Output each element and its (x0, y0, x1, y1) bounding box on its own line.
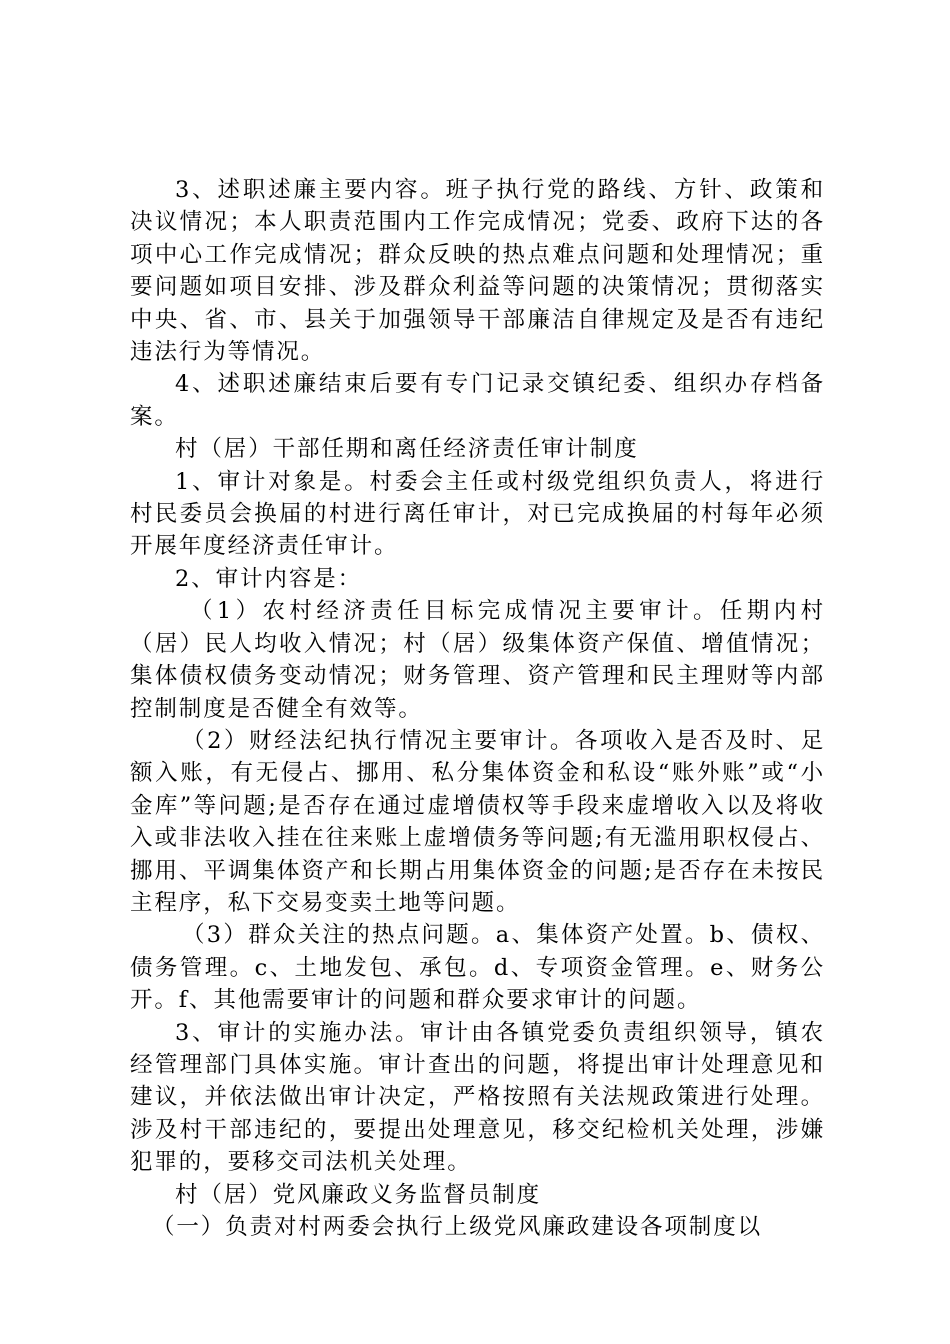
section-heading-supervisor-system: 村（居）党风廉政义务监督员制度 (175, 1181, 542, 1208)
paragraph-audit-target: 1、审计对象是。村委会主任或村级党组织负责人，将进行村民委员会换届的村进行离任审计，对已完成换届的村每年必须开展年度经济责任审计。 (130, 468, 825, 560)
paragraph-audit-item-3: （3）群众关注的热点问题。a、集体资产处置。b、债权、债务管理。c、土地发包、承包。d、专项资金管理。e、财务公开。f、其他需要审计的问题和群众要求审计的问题。 (130, 922, 825, 1014)
paragraph-supervisor-item-1: （一）负责对村两委会执行上级党风廉政建设各项制度以 (152, 1214, 763, 1240)
document-body (130, 174, 825, 1243)
paragraph-audit-implementation: 3、审计的实施办法。审计由各镇党委负责组织领导，镇农经管理部门具体实施。审计查出的问题，将提出审计处理意见和建议，并依法做出审计决定，严格按照有关法规政策进行处理。涉及村干部违纪的，要提出处理意见，移交纪检机关处理，涉嫌犯罪的，要移交司法机关处理。 (130, 1019, 825, 1176)
paragraph-audit-content: 2、审计内容是： (175, 565, 363, 592)
paragraph-audit-item-2: （2）财经法纪执行情况主要审计。各项收入是否及时、足额入账，有无侵占、挪用、私分集体资金和私设“账外账”或“小金库”等问题;是否存在通过虚增债权等手段来虚增收入以及将收入或非法收入挂在往来账上虚增债务等问题;有无滥用职权侵占、挪用、平调集体资产和长期占用集体资金的问题;是否存在未按民主程序，私下交易变卖土地等问题。 (130, 727, 825, 916)
section-heading-audit-system: 村（居）干部任期和离任经济责任审计制度 (175, 436, 639, 463)
paragraph-debriefing-content: 3、述职述廉主要内容。班子执行党的路线、方针、政策和决议情况；本人职责范围内工作完成情况；党委、政府下达的各项中心工作完成情况；群众反映的热点难点问题和处理情况；重要问题如项目安排、涉及群众利益等问题的决策情况；贯彻落实中央、省、市、县关于加强领导干部廉洁自律规定及是否有违纪违法行为等情况。 (130, 177, 825, 366)
paragraph-debriefing-record: 4、述职述廉结束后要有专门记录交镇纪委、组织办存档备案。 (130, 371, 825, 430)
paragraph-audit-item-1: （1）农村经济责任目标完成情况主要审计。任期内村（居）民人均收入情况；村（居）级集体资产保值、增值情况；集体债权债务变动情况；财务管理、资产管理和民主理财等内部控制制度是否健全有效等。 (130, 598, 825, 722)
